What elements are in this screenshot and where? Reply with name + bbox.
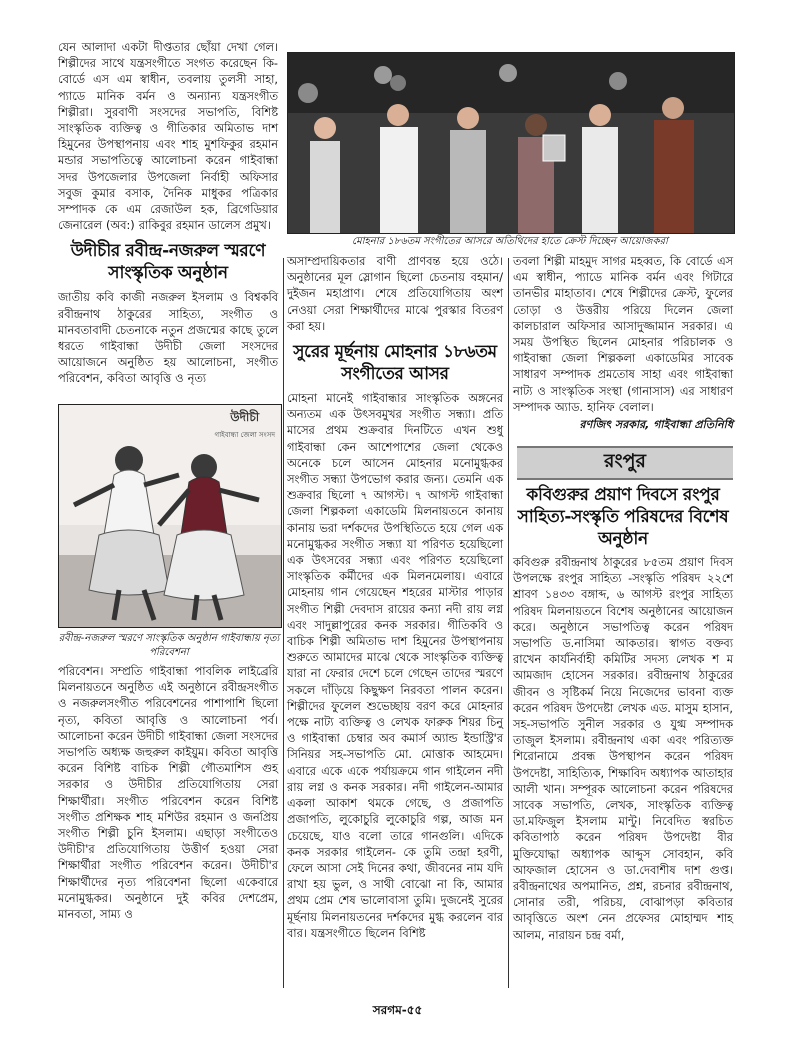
middle-article-text: মোহনা মানেই গাইবান্ধার সাংস্কৃতিক অঙ্গনের অন্যতম এক উৎসবমুখর সংগীত সন্ধ্যা। প্রতি মাসের প্রথম শুক্রবার দিনটিতে এখন শুধু গাইবান্ধা কেন আশেপাশের জেলা থেকেও অনেকে চলে আসেন মোহনার মনোমুগ্ধকর সংগীত সন্ধ্যা উপভোগ করার জন্য। তেমনি এক শুক্রবার ছিলো ৭ আগস্ট। ৭ আগস্ট গাইবান্ধা জেলা শিল্পকলা একাডেমি মিলনায়তনে কানায় কানায় ভরা দর্শকদের উপস্থিতিতে হয়ে গেল এক মনোমুগ্ধকর সংগীত সন্ধ্যা যা পরিণত হয়েছিলো এক উৎসবের সন্ধ্যা এবং পরিণত হয়েছিলো সাংস্কৃতিক কর্মীদের এক মিলনমেলায়। এবারে মোহনায় গান গেয়েছেন শহরের মাস্টার পাড়ার সংগীত শিল্পী দেবদাস রায়ের কন্যা নদী রায় লগ্ন এবং সাদুল্লাপুরের কনক সরকার। গীতিকবি ও বাচিক শিল্পী অমিতাভ দাশ হিমুনের উপস্থাপনায় শুরুতে আমাদের মাঝে থেকে সাংস্কৃতিক ব্যক্তিত্ব যারা না ফেরার দেশে চলে গেছেন তাদের স্মরণে সকলে দাঁড়িয়ে কিছুক্ষণ নিরবতা পালন করেন। শিল্পীদের ফুলেল শুভেচ্ছায় বরণ করে মোহনার পক্ষে নাট্য ব্যক্তিত্ব ও লেখক ফারুক শিয়র চিনু ও গাইবান্ধা চেম্বার অব কমার্স অ্যান্ড ইন্ডাস্ট্রি'র সিনিয়র সহ-সভাপতি মো. মোত্তাক আহমেদ। এবারে একে একে পর্যায়ক্রমে গান গাইলেন নদী রায় লগ্ন ও কনক সরকার। নদী গাইলেন-আমার একলা আকাশ থমকে গেছে, ও প্রজাপতি প্রজাপতি, লুকোচুরি লুকোচুরি গল্প, আজ মন চেয়েছে, যাও বলো তারে গানগুলি। এদিকে কনক সরকার গাইলেন- কে তুমি তন্দ্রা হরণী, ফেলে আসা সেই দিনের কথা, জীবনের নাম যদি রাখা হয় ভুল, ও সাথী বোঝো না কি, আমার প্রথম প্রেম শেষ ভালোবাসা তুমি। দুজনেই সুরের মূর্ছনায় মিলনায়তনের দর্শকদের মুগ্ধ করলেন বার বার। যন্ত্রসংগীতে ছিলেন বিশিষ্ট bbox=[287, 392, 503, 940]
crest-ceremony-photo bbox=[287, 52, 735, 234]
crest-photo-caption-box bbox=[287, 235, 733, 249]
left-column-continued bbox=[58, 664, 278, 923]
middle-headline: সুরের মূর্ছনায় মোহনার ১৮৬তম সংগীতের আসর bbox=[293, 342, 497, 385]
middle-column bbox=[287, 254, 503, 942]
middle-top-text: অসাম্প্রদায়িকতার বাণী প্রাণবন্ত হয়ে ওঠে। অনুষ্ঠানের মূল স্লোগান ছিলো চেতনায় বহমান/দুইজন মহাপ্রাণ। শেষে প্রতিযোগিতায় অংশ নেওয়া সেরা শিক্ষার্থীদের মাঝে পুরস্কার বিতরণ করা হয়। bbox=[287, 255, 503, 333]
column-rule-right bbox=[508, 258, 509, 988]
dance-photo-caption: রবীন্দ্র-নজরুল স্মরণে সাংস্কৃতিক অনুষ্ঠান গাইবান্ধায় নৃত্য পরিবেশনা bbox=[58, 633, 280, 658]
udichi-banner-sub: গাইবান্ধা জেলা সংসদ bbox=[214, 431, 275, 439]
right-headline: কবিগুরুর প্রয়াণ দিবসে রংপুর সাহিত্য-সংস্কৃতি পরিষদের বিশেষ অনুষ্ঠান bbox=[517, 485, 729, 549]
left-article-text: জাতীয় কবি কাজী নজরুল ইসলাম ও বিশ্বকবি রবীন্দ্রনাথ ঠাকুরের সাহিত্য, সংগীত ও মানবতাবাদী চেতনাকে নতুন প্রজন্মের কাছে তুলে ধরতে গাইবান্ধা উদীচী জেলা সংসদের আয়োজনে অনুষ্ঠিত হয় আলোচনা, সংগীত পরিবেশন, কবিতা আবৃত্তি ও নৃত্য bbox=[58, 291, 278, 386]
section-band-rangpur bbox=[517, 446, 733, 480]
left-article-continued: পরিবেশন। সম্প্রতি গাইবান্ধা পাবলিক লাইব্রেরি মিলনায়তনে অনুষ্ঠিত এই অনুষ্ঠানে রবীন্দ্রসংগীত ও নজরুলসংগীত পরিবেশনের পাশাপাশি ছিলো নৃত্য, কবিতা আবৃত্তি ও আলোচনা পর্ব। আলোচনা করেন উদীচী গাইবান্ধা জেলা সংসদের সভাপতি অধ্যক্ষ জহুরুল কাইয়ুম। কবিতা আবৃত্তি করেন বিশিষ্ট বাচিক শিল্পী গৌতমাশিস গুহ সরকার ও উদীচীর প্রতিযোগিতায় সেরা শিক্ষার্থীরা। সংগীত পরিবেশন করেন বিশিষ্ট সংগীত প্রশিক্ষক শাহ মশিউর রহমান ও জনপ্রিয় সংগীত শিল্পী চুনি ইসলাম। এছাড়া সংগীতেও উদীচী'র প্রতিযোগিতায় উত্তীর্ণ হওয়া সেরা শিক্ষার্থীরা সংগীত পরিবেশন করেন। উদীচী'র শিক্ষার্থীদের নৃত্য পরিবেশনা ছিলো একেবারে মনোমুগ্ধকর। অনুষ্ঠানে দুই কবির দেশপ্রেম, মানবতা, সাম্য ও bbox=[58, 665, 278, 922]
right-column-article bbox=[513, 484, 733, 944]
reporter-credit: রণজিৎ সরকার, গাইবান্ধা প্রতিনিধি bbox=[579, 418, 733, 432]
udichi-banner bbox=[215, 409, 276, 441]
udichi-banner-title: উদীচী bbox=[230, 410, 260, 424]
page-footer: সরগম-৫৫ bbox=[372, 1003, 423, 1017]
dance-photo bbox=[58, 404, 282, 628]
crest-photo-caption: মোহনার ১৮৬তম সংগীতের আসরে অতিথিদের হাতে ক্রেস্ট দিচ্ছেন আয়োজকরা bbox=[352, 236, 668, 247]
left-headline: উদীচীর রবীন্দ্র-নজরুল স্মরণে সাংস্কৃতিক অনুষ্ঠান bbox=[70, 241, 266, 284]
column-rule-left bbox=[283, 258, 284, 988]
right-column-top bbox=[513, 254, 733, 435]
section-title: রংপুর bbox=[604, 450, 646, 472]
dance-photo-caption-box bbox=[58, 632, 280, 660]
left-intro-text: যেন আলাদা একটা দীপ্ততার ছোঁয়া দেখা গেল। শিল্পীদের সাথে যন্ত্রসংগীতে সংগত করেছেন কি-বোর্ডে এস এম স্বাধীন, তবলায় তুলসী সাহা, প্যাডে মানিক বর্মন ও অন্যান্য যন্ত্রসংগীত শিল্পীরা। সুরবাণী সংসদের সভাপতি, বিশিষ্ট সাংস্কৃতিক ব্যক্তিত্ব ও গীতিকার অমিতাভ দাশ হিমুনের উপস্থাপনায় এবং শাহ মুশফিকুর রহমান মন্ডার সভাপতিত্বে আলোচনা করেন গাইবান্ধা সদর উপজেলার উপজেলা নির্বাহী অফিসার সবুজ কুমার বসাক, দৈনিক মাধুকর পত্রিকার সম্পাদক কে এম রেজাউল হক, ব্রিগেডিয়ার জেনারেল (অব:) রাকিবুর রহমান ডালেস প্রমুখ। bbox=[58, 41, 278, 233]
left-column bbox=[58, 40, 278, 388]
right-article-text: কবিগুরু রবীন্দ্রনাথ ঠাকুরের ৮৫তম প্রয়াণ দিবস উপলক্ষে রংপুর সাহিত্য -সংস্কৃতি পরিষদ ২২শে শ্রাবণ ১৪৩৩ বঙ্গাব্দ, ৬ আগস্ট রংপুর সাহিত্য পরিষদ মিলনায়তনে বিশেষ অনুষ্ঠানের আয়োজন করে। অনুষ্ঠানে সভাপতিত্ব করেন পরিষদ সভাপতি ড.নাসিমা আকতার। স্বাগত বক্তব্য রাখেন কার্যনির্বাহী কমিটির সদস্য লেখক শ ম আমজাদ হোসেন সরকার। রবীন্দ্রনাথ ঠাকুরের জীবন ও সৃষ্টিকর্ম নিয়ে নিজেদের ভাবনা ব্যক্ত করেন পরিষদ উপদেষ্টা লেখক এড. মাসুম হাসান, সহ-সভাপতি সুনীল সরকার ও যুগ্ম সম্পাদক তাজুল ইসলাম। রবীন্দ্রনাথ একা এবং পরিত্যক্ত শিরোনামে প্রবন্ধ উপস্থাপন করেন পরিষদ উপদেষ্টা, সাহিত্যিক, শিক্ষাবিদ অধ্যাপক আতাহার আলী খান। সম্পূরক আলোচনা করেন পরিষদের সাবেক সভাপতি, লেখক, সাংস্কৃতিক ব্যক্তিত্ব ডা.মফিজুল ইসলাম মান্টু। নিবেদিত স্বরচিত কবিতাপাঠ করেন পরিষদ উপদেষ্টা বীর মুক্তিযোদ্ধা অধ্যাপক আব্দুস সোবহান, কবি আফজাল হোসেন ও ডা.দেবাশীষ দাশ গুপ্ত। রবীন্দ্রনাথের অপমানিত, প্রশ্ন, রচনার রবীন্দ্রনাথ, সোনার তরী, পরিচয়, বোঝাপড়া কবিতার আবৃত্তিতে অংশ নেন প্রফেসর মোহাম্মদ শাহ আলম, নারায়ন চন্দ্র বর্মা, bbox=[513, 556, 733, 942]
crest-ceremony-image bbox=[288, 53, 734, 233]
right-top-text: তবলা শিল্পী মাহমুদ সাগর মহব্বত, কি বোর্ডে এস এম স্বাধীন, প্যাডে মানিক বর্মন এবং গিটারে তানভীর মাহাতাব। শেষে শিল্পীদের ক্রেস্ট, ফুলের তোড়া ও উত্তরীয় পরিয়ে দিলেন জেলা কালচারাল অফিসার আসাদুজ্জামান সরকার। এ সময় উপস্থিত ছিলেন মোহনার পরিচালক ও গাইবান্ধা জেলা শিল্পকলা একাডেমির সাবেক সাধারণ সম্পাদক প্রমতোষ সাহা এবং গাইবান্ধা নাট্য ও সাংস্কৃতিক সংস্থা (গানাসাস) এর সাধারণ সম্পাদক অ্যাড. হানিফ বেলাল। bbox=[513, 255, 733, 414]
